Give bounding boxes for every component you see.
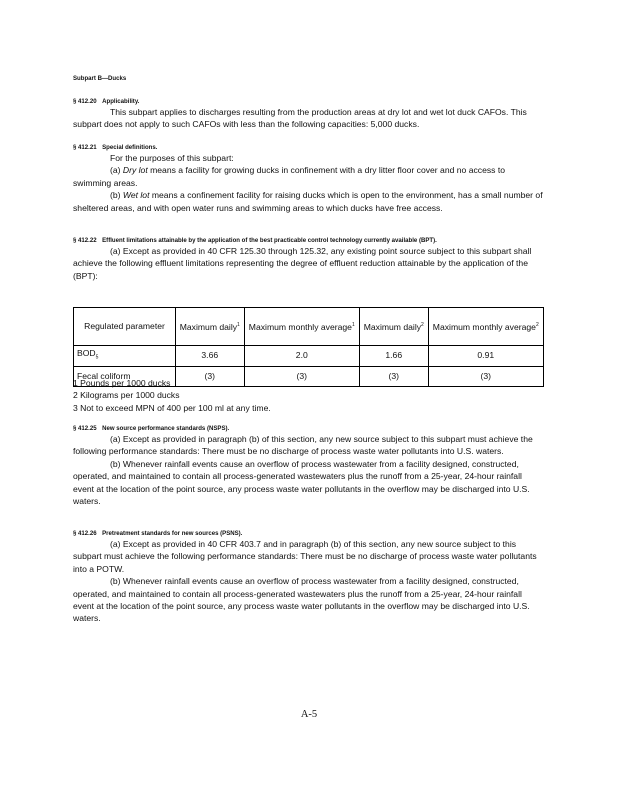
section-title: New source performance standards (NSPS). [102, 425, 230, 432]
section-412-26 [73, 529, 543, 625]
section-412-20 [73, 97, 543, 131]
table-cell: Fecal coliform [74, 366, 176, 386]
section-412-25 [73, 424, 543, 507]
definition-dry-lot: (a) Dry lot means a facility for growing ducks in confinement with a dry litter floor cover and no access to swimming areas. [73, 165, 506, 188]
table-header: Maximum monthly average$^2$ [428, 308, 543, 346]
section-title: Effluent limitations attainable by the application of the best practicable control technology currently available (BPT). [102, 237, 437, 244]
table-header: Maximum daily$^2$ [359, 308, 428, 346]
paragraph: (b) Whenever rainfall events cause an overflow of process wastewater from a facility designed, constructed, operated, and maintained to contain all process-generated wastewaters plus the runoff from a 25-year, 24-hour rainfall event at the location of the point source, any process waste water pollutants in the overflow may be discharged into U.S. waters. [73, 576, 530, 624]
table-footnotes [73, 377, 543, 414]
definition-wet-lot: (b) Wet lot means a confinement facility for raising ducks which is open to the environment, has a small number of sheltered areas, and with open water runs and swimming areas to which ducks have free access. [73, 190, 543, 213]
footnote: 1 Pounds per 1000 ducks [73, 378, 171, 388]
paragraph: (b) Whenever rainfall events cause an overflow of process wastewater from a facility designed, constructed, operated, and maintained to contain all process-generated wastewaters plus the runoff from a 25-year, 24-hour rainfall event at the location of the point source, any process waste water pollutants in the overflow may be discharged into U.S. waters. [73, 458, 530, 507]
table-header: Maximum daily$^1$ [176, 308, 245, 346]
paragraph: This subpart applies to discharges resulting from the production areas at dry lot and wet lot duck CAFOs. This subpart does not apply to such CAFOs with less than the following capacities: 5,000 ducks. [73, 107, 527, 130]
section-412-21 [73, 143, 543, 214]
section-number: § 412.20 [73, 98, 97, 105]
footnote: 3 Not to exceed MPN of 400 per 100 ml at any time. [73, 402, 271, 413]
section-number: § 412.25 [73, 425, 97, 432]
paragraph: (a) Except as provided in 40 CFR 403.7 and in paragraph (b) of this section, any new source subject to this subpart must achieve the following performance standards: There must be no discharge of process waste water pollutants into a POTW. [73, 539, 537, 574]
section-title: Applicability. [102, 98, 140, 105]
table-header: Maximum monthly average$^1$ [244, 308, 359, 346]
table-header: Regulated parameter [74, 308, 176, 346]
table-header-row [74, 308, 544, 346]
page-number: A-5 [300, 709, 318, 720]
paragraph: For the purposes of this subpart: [110, 153, 234, 163]
table-cell: (3) [176, 366, 245, 386]
section-number: § 412.26 [73, 530, 97, 537]
table-cell: 3.66 [176, 346, 245, 367]
subpart-heading: Subpart B—Ducks [73, 75, 127, 82]
paragraph: (a) Except as provided in 40 CFR 125.30 through 125.32, any existing point source subject to this subpart shall achieve the following effluent limitations representing the degree of effluent reduction attainable by the application of the (BPT): [73, 246, 532, 281]
section-number: § 412.22 [73, 237, 97, 244]
table-row [74, 346, 544, 367]
table-cell: (3) [359, 366, 428, 386]
table-cell: 0.91 [428, 346, 543, 367]
paragraph: (a) Except as provided in paragraph (b) of this section, any new source subject to this subpart must achieve the following performance standards: There must be no discharge of process waste water pollutants into U.S. waters. [73, 434, 533, 457]
section-412-22 [73, 236, 543, 282]
section-title: Special definitions. [102, 144, 158, 151]
footnote: 2 Kilograms per 1000 ducks [73, 390, 180, 401]
section-number: § 412.21 [73, 144, 97, 151]
section-title: Pretreatment standards for new sources (PSNS). [102, 530, 243, 537]
table-cell: 1.66 [359, 346, 428, 367]
table-cell: (3) [244, 366, 359, 386]
effluent-limitations-table [73, 307, 544, 387]
table-cell: $BOD_5$ [74, 346, 176, 367]
table-cell: (3) [428, 366, 543, 386]
table-cell: 2.0 [244, 346, 359, 367]
